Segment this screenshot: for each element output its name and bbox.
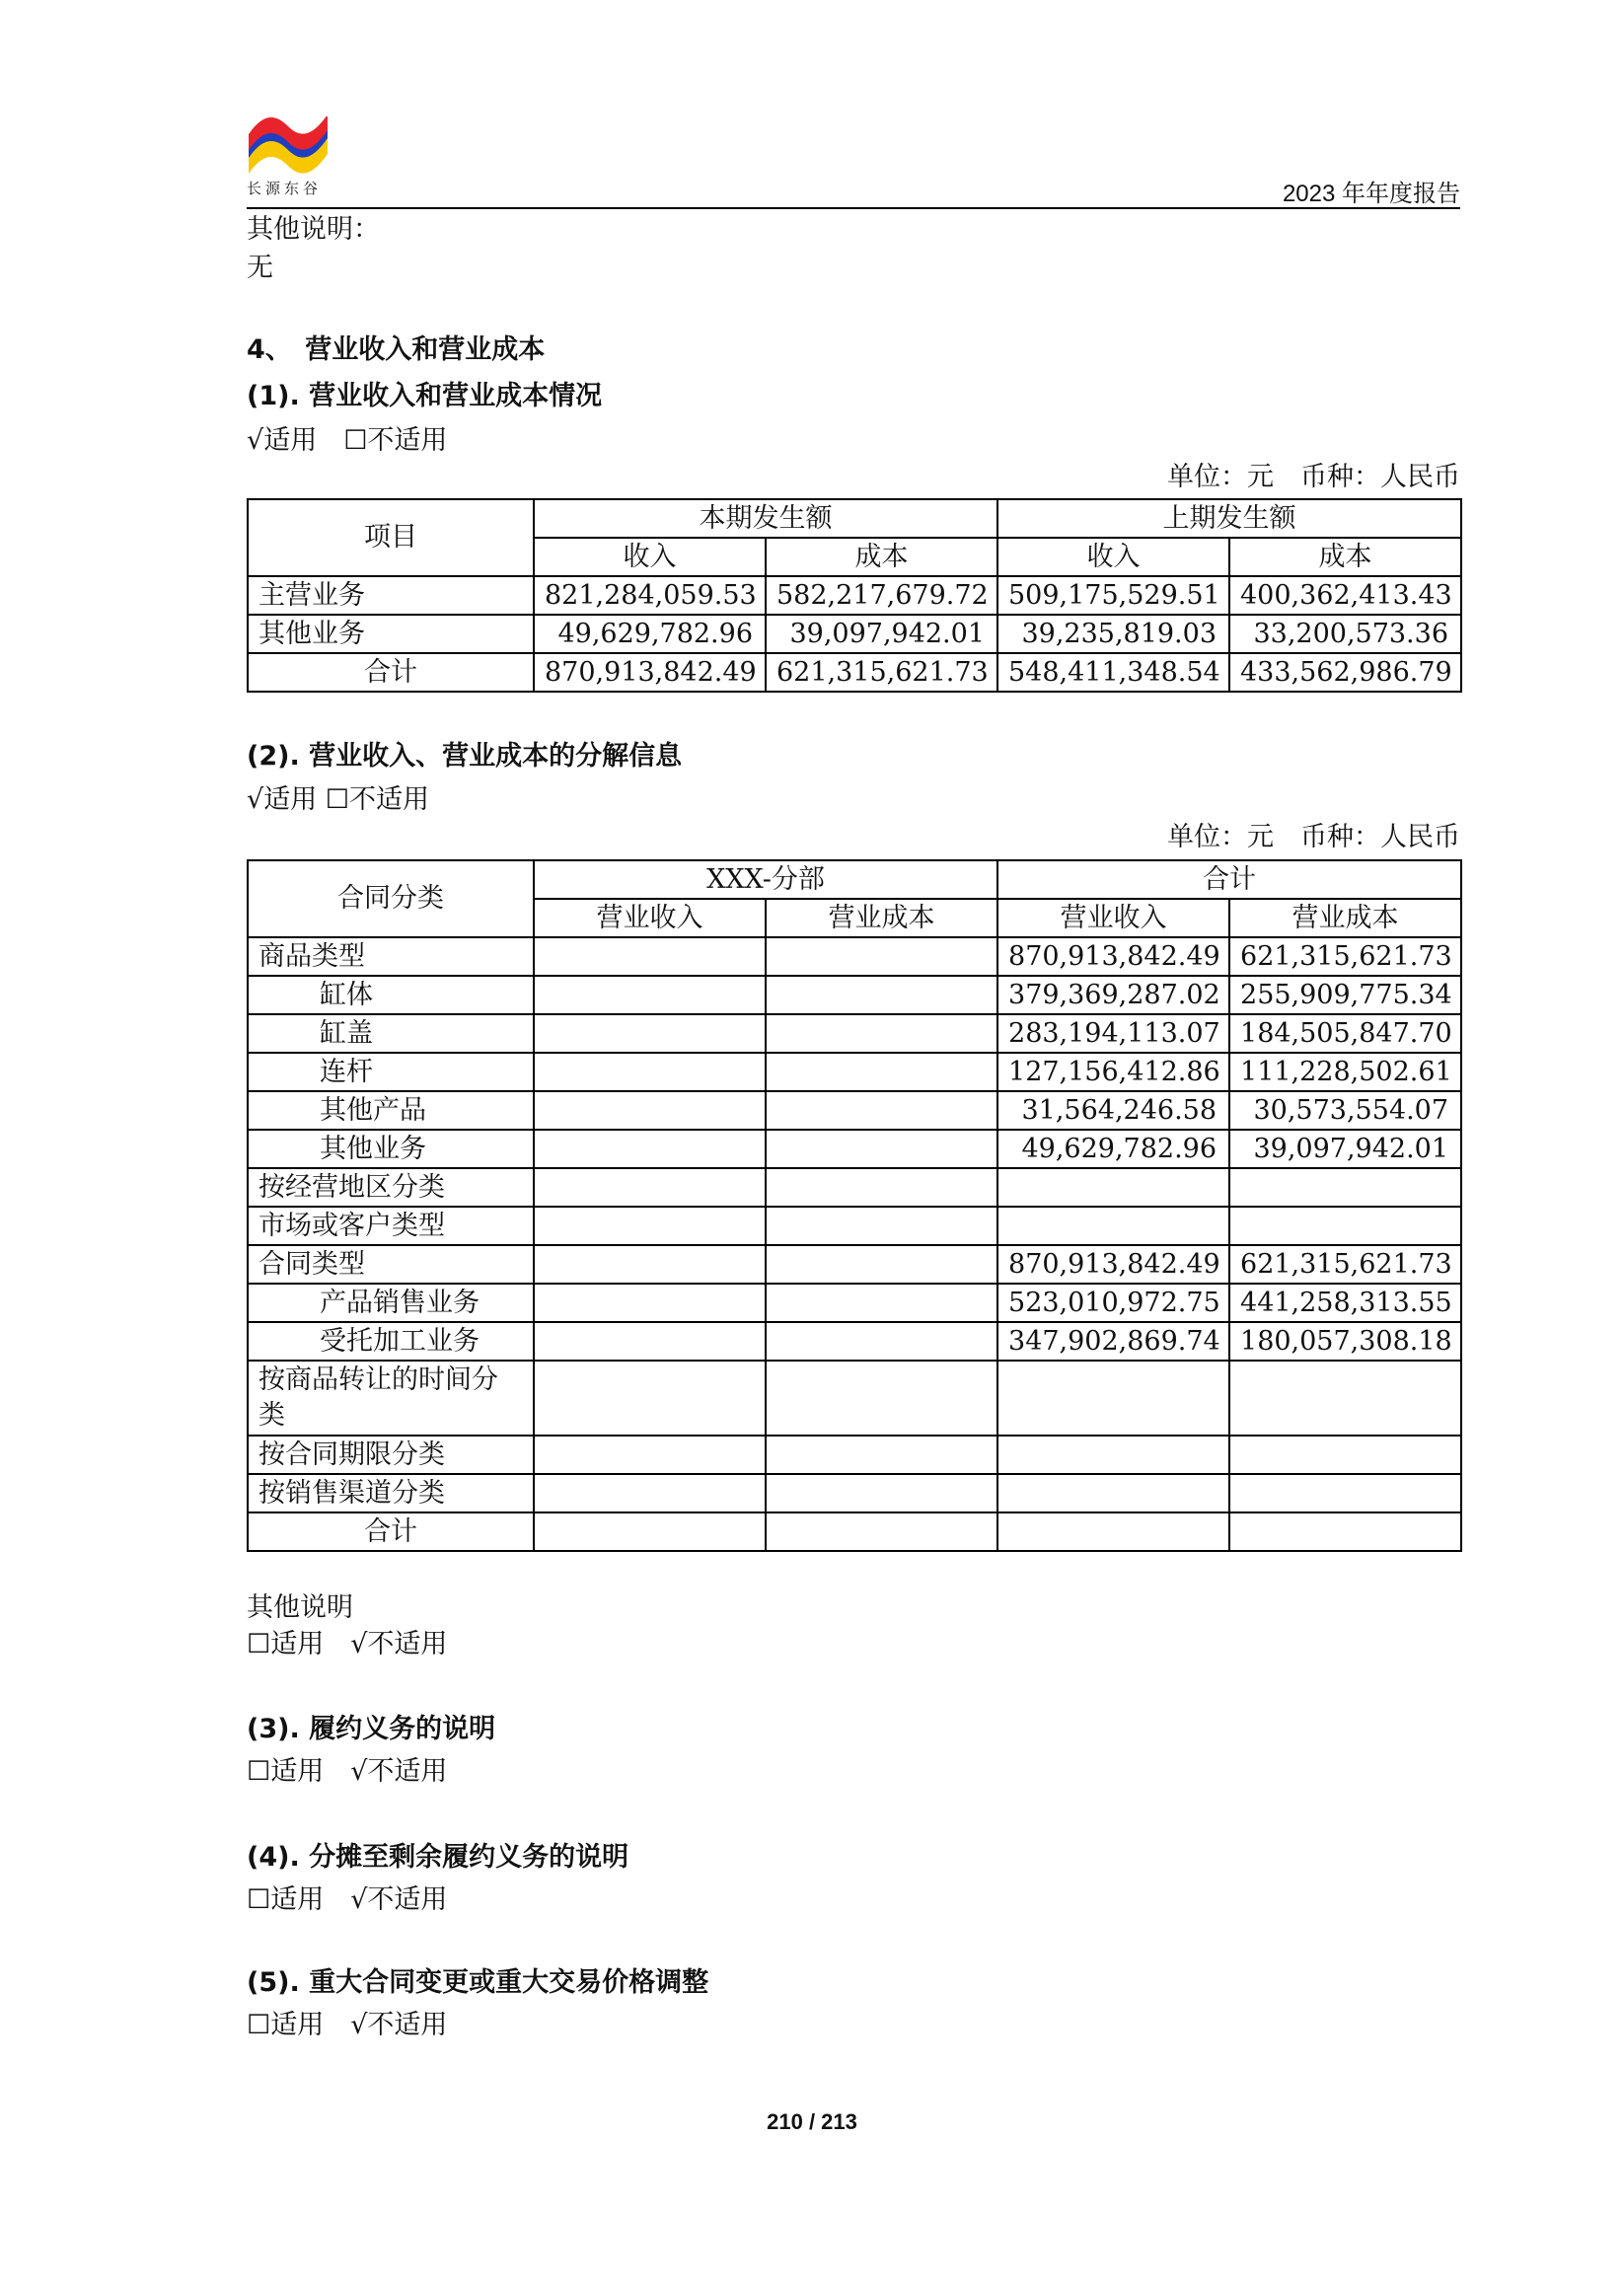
table-row-total bbox=[248, 653, 1461, 692]
segment-revenue-cell bbox=[534, 976, 766, 1014]
total-revenue-cell: 31,564,246.58 bbox=[997, 1091, 1229, 1130]
cell-value: 33,200,573.36 bbox=[1229, 615, 1461, 653]
segment-cost-cell bbox=[766, 1474, 997, 1512]
total-cost-cell: 255,909,775.34 bbox=[1229, 976, 1461, 1014]
col-header-cost: 成本 bbox=[1229, 538, 1461, 576]
total-cost-cell bbox=[1229, 1474, 1461, 1512]
total-cost-cell bbox=[1229, 1512, 1461, 1551]
table-row bbox=[248, 1207, 1461, 1245]
sub2-applicability: √适用 ☐不适用 bbox=[247, 784, 429, 815]
other-note-value: 无 bbox=[247, 253, 273, 283]
table-row bbox=[248, 1322, 1461, 1361]
segment-cost-cell bbox=[766, 1091, 997, 1130]
total-cost-cell: 30,573,554.07 bbox=[1229, 1091, 1461, 1130]
row-label: 其他业务 bbox=[248, 615, 534, 653]
col-header-revenue: 收入 bbox=[534, 538, 766, 576]
cell-value: 433,562,986.79 bbox=[1229, 653, 1461, 692]
total-revenue-cell bbox=[997, 1512, 1229, 1551]
segment-revenue-cell bbox=[534, 1168, 766, 1207]
sub2-unit: 单位：元 币种：人民币 bbox=[1167, 822, 1460, 852]
segment-cost-cell bbox=[766, 1322, 997, 1361]
total-revenue-cell: 127,156,412.86 bbox=[997, 1053, 1229, 1091]
segment-cost-cell bbox=[766, 1168, 997, 1207]
cell-value: 870,913,842.49 bbox=[534, 653, 766, 692]
total-revenue-cell: 870,913,842.49 bbox=[997, 937, 1229, 976]
table-row bbox=[248, 1512, 1461, 1551]
revenue-breakdown-table bbox=[247, 859, 1462, 1552]
logo-text: 长源东谷 bbox=[247, 180, 323, 197]
row-label: 连杆 bbox=[248, 1053, 534, 1091]
segment-revenue-cell bbox=[534, 1361, 766, 1436]
col-header-revenue: 营业收入 bbox=[534, 899, 766, 937]
segment-cost-cell bbox=[766, 1245, 997, 1284]
table-row bbox=[248, 1053, 1461, 1091]
cell-value: 39,097,942.01 bbox=[766, 615, 997, 653]
report-title: 2023 年年度报告 bbox=[1282, 181, 1460, 207]
table-row bbox=[248, 1014, 1461, 1053]
row-label: 按商品转让的时间分类 bbox=[248, 1361, 534, 1436]
col-group-current: 本期发生额 bbox=[534, 499, 997, 538]
col-header-cost: 营业成本 bbox=[766, 899, 997, 937]
col-header-cost: 成本 bbox=[766, 538, 997, 576]
row-label: 商品类型 bbox=[248, 937, 534, 976]
total-cost-cell bbox=[1229, 1361, 1461, 1436]
total-revenue-cell bbox=[997, 1474, 1229, 1512]
row-label: 受托加工业务 bbox=[248, 1322, 534, 1361]
segment-revenue-cell bbox=[534, 1474, 766, 1512]
header-divider bbox=[247, 207, 1460, 209]
segment-cost-cell bbox=[766, 1207, 997, 1245]
segment-cost-cell bbox=[766, 1053, 997, 1091]
total-revenue-cell bbox=[997, 1361, 1229, 1436]
table-row bbox=[248, 576, 1461, 615]
row-label: 合计 bbox=[248, 653, 534, 692]
segment-cost-cell bbox=[766, 1284, 997, 1322]
row-label: 缸体 bbox=[248, 976, 534, 1014]
col-header-category: 合同分类 bbox=[248, 860, 534, 937]
cell-value: 509,175,529.51 bbox=[997, 576, 1229, 615]
row-label: 主营业务 bbox=[248, 576, 534, 615]
table-row bbox=[248, 1245, 1461, 1284]
segment-cost-cell bbox=[766, 937, 997, 976]
sub1-unit: 单位：元 币种：人民币 bbox=[1167, 462, 1460, 492]
col-group-total: 合计 bbox=[997, 860, 1461, 899]
total-cost-cell: 184,505,847.70 bbox=[1229, 1014, 1461, 1053]
segment-cost-cell bbox=[766, 1130, 997, 1168]
total-cost-cell: 621,315,621.73 bbox=[1229, 1245, 1461, 1284]
total-revenue-cell: 347,902,869.74 bbox=[997, 1322, 1229, 1361]
segment-cost-cell bbox=[766, 1436, 997, 1474]
total-revenue-cell bbox=[997, 1207, 1229, 1245]
total-revenue-cell: 379,369,287.02 bbox=[997, 976, 1229, 1014]
row-label: 其他业务 bbox=[248, 1130, 534, 1168]
sub1-title: (1). 营业收入和营业成本情况 bbox=[247, 381, 603, 411]
cell-value: 821,284,059.53 bbox=[534, 576, 766, 615]
row-label: 合同类型 bbox=[248, 1245, 534, 1284]
total-revenue-cell: 523,010,972.75 bbox=[997, 1284, 1229, 1322]
row-label: 产品销售业务 bbox=[248, 1284, 534, 1322]
table-row bbox=[248, 1474, 1461, 1512]
total-revenue-cell bbox=[997, 1168, 1229, 1207]
total-revenue-cell: 283,194,113.07 bbox=[997, 1014, 1229, 1053]
revenue-cost-table bbox=[247, 498, 1462, 693]
col-header-revenue: 营业收入 bbox=[997, 899, 1229, 937]
row-label: 按合同期限分类 bbox=[248, 1436, 534, 1474]
segment-cost-cell bbox=[766, 1014, 997, 1053]
table-row bbox=[248, 1091, 1461, 1130]
table-row bbox=[248, 1284, 1461, 1322]
cell-value: 582,217,679.72 bbox=[766, 576, 997, 615]
segment-revenue-cell bbox=[534, 1322, 766, 1361]
segment-cost-cell bbox=[766, 976, 997, 1014]
sub4-applicability: ☐适用 √不适用 bbox=[247, 1884, 448, 1915]
table-row bbox=[248, 1361, 1461, 1436]
sub2-title: (2). 营业收入、营业成本的分解信息 bbox=[247, 741, 683, 772]
row-label: 市场或客户类型 bbox=[248, 1207, 534, 1245]
segment-revenue-cell bbox=[534, 937, 766, 976]
segment-revenue-cell bbox=[534, 1245, 766, 1284]
segment-revenue-cell bbox=[534, 1091, 766, 1130]
cell-value: 49,629,782.96 bbox=[534, 615, 766, 653]
total-cost-cell bbox=[1229, 1168, 1461, 1207]
segment-cost-cell bbox=[766, 1361, 997, 1436]
row-label: 按经营地区分类 bbox=[248, 1168, 534, 1207]
cell-value: 400,362,413.43 bbox=[1229, 576, 1461, 615]
sub1-applicability: √适用 ☐不适用 bbox=[247, 425, 448, 456]
col-group-segment: XXX-分部 bbox=[534, 860, 997, 899]
segment-revenue-cell bbox=[534, 1284, 766, 1322]
table-row bbox=[248, 937, 1461, 976]
segment-revenue-cell bbox=[534, 1014, 766, 1053]
total-revenue-cell bbox=[997, 1436, 1229, 1474]
total-cost-cell bbox=[1229, 1207, 1461, 1245]
total-cost-cell: 111,228,502.61 bbox=[1229, 1053, 1461, 1091]
row-label: 按销售渠道分类 bbox=[248, 1474, 534, 1512]
row-label: 缸盖 bbox=[248, 1014, 534, 1053]
sub2-other-note-label: 其他说明 bbox=[247, 1592, 353, 1623]
row-label: 其他产品 bbox=[248, 1091, 534, 1130]
table-row bbox=[248, 1130, 1461, 1168]
segment-cost-cell bbox=[766, 1512, 997, 1551]
segment-revenue-cell bbox=[534, 1207, 766, 1245]
col-header-revenue: 收入 bbox=[997, 538, 1229, 576]
total-cost-cell: 621,315,621.73 bbox=[1229, 937, 1461, 976]
cell-value: 548,411,348.54 bbox=[997, 653, 1229, 692]
sub5-title: (5). 重大合同变更或重大交易价格调整 bbox=[247, 1967, 709, 1998]
table-row bbox=[248, 615, 1461, 653]
total-revenue-cell: 870,913,842.49 bbox=[997, 1245, 1229, 1284]
col-header-cost: 营业成本 bbox=[1229, 899, 1461, 937]
table-row bbox=[248, 1168, 1461, 1207]
segment-revenue-cell bbox=[534, 1436, 766, 1474]
segment-revenue-cell bbox=[534, 1512, 766, 1551]
sub4-title: (4). 分摊至剩余履约义务的说明 bbox=[247, 1842, 629, 1873]
table-row bbox=[248, 976, 1461, 1014]
section-title: 4、 营业收入和营业成本 bbox=[247, 334, 546, 365]
cell-value: 621,315,621.73 bbox=[766, 653, 997, 692]
table-row bbox=[248, 1436, 1461, 1474]
total-cost-cell: 180,057,308.18 bbox=[1229, 1322, 1461, 1361]
sub5-applicability: ☐适用 √不适用 bbox=[247, 2010, 448, 2040]
page-number: 210 / 213 bbox=[767, 2109, 857, 2134]
sub3-applicability: ☐适用 √不适用 bbox=[247, 1756, 448, 1787]
row-label: 合计 bbox=[248, 1512, 534, 1551]
sub2-other-note-applicability: ☐适用 √不适用 bbox=[247, 1629, 448, 1659]
total-cost-cell bbox=[1229, 1436, 1461, 1474]
cell-value: 39,235,819.03 bbox=[997, 615, 1229, 653]
col-group-prior: 上期发生额 bbox=[997, 499, 1461, 538]
total-cost-cell: 441,258,313.55 bbox=[1229, 1284, 1461, 1322]
col-header-item: 项目 bbox=[248, 499, 534, 576]
total-cost-cell: 39,097,942.01 bbox=[1229, 1130, 1461, 1168]
total-revenue-cell: 49,629,782.96 bbox=[997, 1130, 1229, 1168]
other-note-label: 其他说明： bbox=[247, 214, 380, 245]
sub3-title: (3). 履约义务的说明 bbox=[247, 1714, 496, 1744]
segment-revenue-cell bbox=[534, 1130, 766, 1168]
segment-revenue-cell bbox=[534, 1053, 766, 1091]
